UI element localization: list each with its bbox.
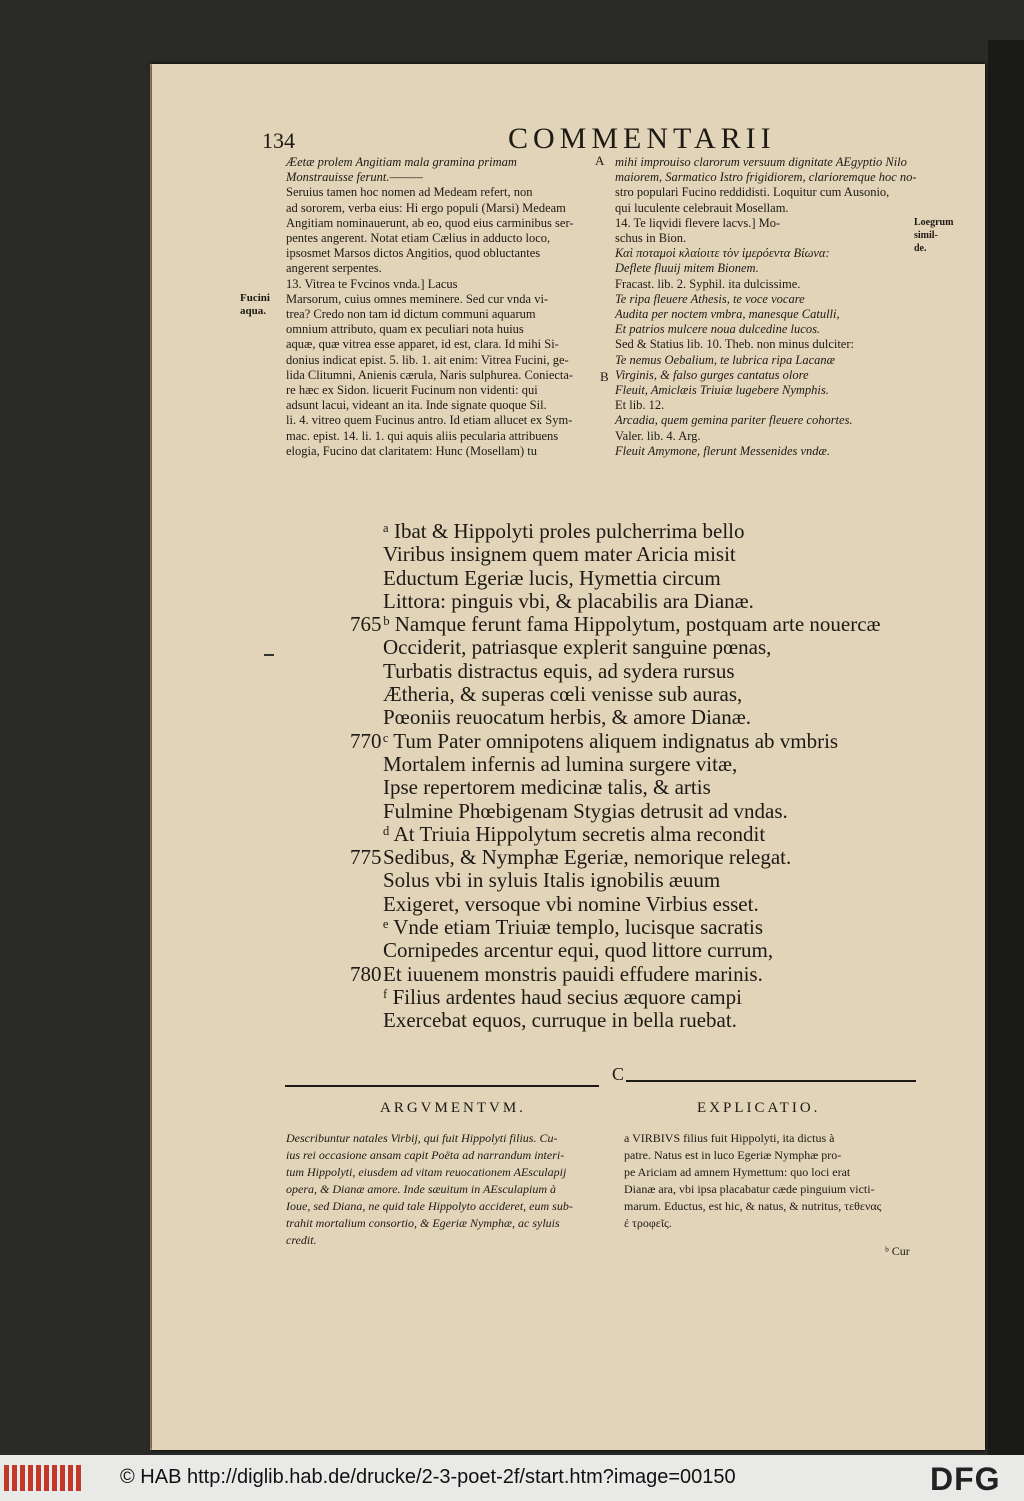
verse-text: ᶠ Filius ardentes haud secius æquore campi xyxy=(383,984,742,1009)
text-line: lida Clitumni, Anienis cærula, Naris sulphurea. Coniecta- xyxy=(286,367,574,382)
text-line: li. 4. vitreo quem Fucinus antro. Id etiam allucet ex Sym- xyxy=(286,413,573,428)
text-line: trea? Credo non tam id dictum communi aquarum xyxy=(286,307,536,322)
text-line: Deflete fluuij mitem Bionem. xyxy=(615,261,759,276)
verse-text: Exigeret, versoque vbi nomine Virbius esset. xyxy=(383,891,759,916)
text-line: Dianæ ara, vbi ipsa placabatur cæde pinguium victi- xyxy=(624,1182,875,1196)
text-line: omnium attributo, quam ex peculiari nota huius xyxy=(286,322,524,337)
verse-text: Eductum Egeriæ lucis, Hymettia circum xyxy=(383,565,721,590)
explicatio-heading: EXPLICATIO. xyxy=(697,1100,821,1116)
verse-line xyxy=(350,1009,881,1032)
text-line: patre. Natus est in luco Egeriæ Nymphæ pro- xyxy=(624,1148,842,1162)
verse-text: ᵃ Ibat & Hippolyti proles pulcherrima bello xyxy=(383,519,745,543)
verse-text: Et iuuenem monstris pauidi effudere marinis. xyxy=(383,961,763,986)
argumentum-text xyxy=(286,1130,601,1249)
section-rule-left xyxy=(285,1085,599,1087)
text-line: credit. xyxy=(286,1233,317,1247)
text-line: ius rei occasione ansam capit Poëta ad narrandum interi- xyxy=(286,1148,565,1162)
verse-number: 775 xyxy=(350,845,382,870)
text-line: Te nemus Oebalium, te lubrica ripa Lacanæ xyxy=(615,352,836,367)
verse-line xyxy=(350,893,881,916)
verse-line xyxy=(350,660,881,683)
running-title: COMMENTARII xyxy=(508,122,776,155)
text-line: Marsorum, cuius omnes meminere. Sed cur vnda vi- xyxy=(286,291,549,306)
text-line: 13. Vitrea te Fvcinos vnda.] Lacus xyxy=(286,276,458,291)
text-line: Valer. lib. 4. Arg. xyxy=(615,428,701,443)
margin-note-line: simil‑ xyxy=(914,230,938,241)
text-line: schus in Bion. xyxy=(615,231,687,246)
verse-line xyxy=(350,963,881,986)
margin-note-line: de. xyxy=(914,243,927,254)
text-line: Angitiam nominauerunt, ab eo, quod eius carminibus ser- xyxy=(286,215,574,230)
text-line: mac. epist. 14. li. 1. qui aquis aliis pecularia attribuens xyxy=(286,428,559,443)
text-line: stro populari Fucino reddidisti. Loquitur cum Ausonio, xyxy=(615,185,890,200)
text-line: Seruius tamen hoc nomen ad Medeam refert, non xyxy=(286,185,533,200)
verse-text: Pœoniis reuocatum herbis, & amore Dianæ. xyxy=(383,705,752,730)
verse-text: Exercebat equos, curruque in bella ruebat. xyxy=(383,1008,737,1033)
verse-line xyxy=(350,869,881,892)
source-url[interactable]: © HAB http://diglib.hab.de/drucke/2-3-poet-2f/start.htm?image=00150 xyxy=(120,1466,736,1488)
text-line: trahit mortalium consortio, & Egeriæ Nymphæ, ac syluis xyxy=(286,1216,560,1230)
verse-line xyxy=(350,776,881,799)
text-line: pe Ariciam ad amnem Hymettum: quo loci erat xyxy=(624,1165,851,1179)
text-line: opera, & Dianæ amore. Inde sæuitum in AEsculapium à xyxy=(286,1182,556,1196)
verse-text: ᵈ At Triuia Hippolytum secretis alma recondit xyxy=(383,821,766,846)
text-line: elogia, Fucino dat claritatem: Hunc (Mosellam) tu xyxy=(286,443,537,458)
commentary-right-column xyxy=(615,155,925,459)
verse-line xyxy=(350,753,881,776)
verse-text: ᵉ Vnde etiam Triuiæ templo, lucisque sacratis xyxy=(383,915,764,940)
verse-line xyxy=(350,613,881,636)
text-line: marum. Eductus, est hic, & natus, & nutritus, τεθενας xyxy=(624,1199,882,1213)
verse-text: Littora: pinguis vbi, & placabilis ara Dianæ. xyxy=(383,588,754,613)
text-line: Arcadia, quem gemina pariter fleuere cohortes. xyxy=(615,413,853,428)
margin-dash xyxy=(264,654,274,656)
text-line: Ioue, sed Diana, ne quid tale Hippolyto accideret, eum sub- xyxy=(286,1199,573,1213)
margin-note-line: aqua. xyxy=(240,305,266,317)
verse-line xyxy=(350,567,881,590)
verse-text: Ætheria, & superas cœli venisse sub auras, xyxy=(383,682,743,707)
verse-text: ᵇ Namque ferunt fama Hippolytum, postquam arte nouercæ xyxy=(383,612,881,637)
margin-note-line: Fucini xyxy=(240,292,270,304)
verse-line xyxy=(350,590,881,613)
poem-verses xyxy=(350,520,881,1033)
section-marker-a: A xyxy=(595,153,605,168)
margin-note-line: Loegrum xyxy=(914,217,954,228)
explicatio-text xyxy=(624,1130,929,1232)
verse-text: Sedibus, & Nymphæ Egeriæ, nemorique relegat. xyxy=(383,845,792,870)
text-line: Virginis, & falso gurges cantatus olore xyxy=(615,367,809,382)
verse-number: 765 xyxy=(350,612,382,637)
text-line: pentes angerent. Notat etiam Cælius in adducto loco, xyxy=(286,231,551,246)
text-line: 14. Te liqvidi flevere lacvs.] Mo- xyxy=(615,215,781,230)
text-line: re hæc ex Sidon. licuerit Fucinum non videnti: qui xyxy=(286,383,538,398)
verse-line xyxy=(350,683,881,706)
verse-text: Turbatis distractus equis, ad sydera rursus xyxy=(383,658,735,683)
verse-text: Viribus insignem quem mater Aricia misit xyxy=(383,542,736,567)
section-marker-b: B xyxy=(600,369,609,384)
text-line: ipsosmet Marsos dictos Angitios, quod obluctantes xyxy=(286,246,541,261)
verse-line xyxy=(350,846,881,869)
verse-text: ᶜ Tum Pater omnipotens aliquem indignatus ab vmbris xyxy=(383,728,839,753)
section-marker-c: C xyxy=(612,1064,625,1084)
text-line: Audita per noctem vmbra, manesque Catulli, xyxy=(615,307,840,322)
text-line: Et patrios mulcere noua dulcedine lucos. xyxy=(615,322,821,337)
verse-text: Mortalem infernis ad lumina surgere vitæ, xyxy=(383,751,738,776)
page-folio: 134 xyxy=(262,128,295,153)
text-line: ad sororem, verba eius: Hi ergo populi (Marsi) Medeam xyxy=(286,200,566,215)
text-line: a VIRBIVS filius fuit Hippolyti, ita dictus à xyxy=(624,1131,835,1145)
verse-text: Fulmine Phœbigenam Stygias detrusit ad vndas. xyxy=(383,798,788,823)
text-line: mihi improuiso clarorum versuum dignitate AEgyptio Nilo xyxy=(615,155,907,169)
text-line: tum Hippolyti, eiusdem ad vitam reuocationem AEsculapij xyxy=(286,1165,567,1179)
text-line: angerent serpentes. xyxy=(286,261,382,276)
text-line: donius indicat epist. 5. lib. 1. ait enim: Vitrea Fucini, ge- xyxy=(286,352,569,367)
text-line: Fracast. lib. 2. Syphil. ita dulcissime. xyxy=(615,276,801,291)
verse-number: 770 xyxy=(350,728,382,753)
text-line: Et lib. 12. xyxy=(615,398,665,413)
text-line: adsunt lacui, videant an ita. Inde signate quoque Sil. xyxy=(286,398,547,413)
argumentum-heading: ARGVMENTVM. xyxy=(380,1100,526,1116)
verse-line xyxy=(350,636,881,659)
text-line: Monstrauisse ferunt.——— xyxy=(286,170,423,185)
verse-line xyxy=(350,520,881,543)
verse-line xyxy=(350,823,881,846)
text-line: maiorem, Sarmatico Istro frigidiorem, clarioremque hoc no- xyxy=(615,170,917,185)
verse-line xyxy=(350,939,881,962)
catchword: ᵇ Cur xyxy=(885,1244,910,1258)
text-line: Te ripa fleuere Athesis, te voce vocare xyxy=(615,291,805,306)
text-line: Æetæ prolem Angitiam mala gramina primam xyxy=(286,155,517,169)
verse-text: Occiderit, patriasque explerit sanguine pœnas, xyxy=(383,635,772,660)
section-rule-right xyxy=(626,1080,916,1082)
text-line: Describuntur natales Virbij, qui fuit Hippolyti filius. Cu- xyxy=(286,1131,558,1145)
scan-edge-strip xyxy=(988,40,1024,1455)
commentary-left-column xyxy=(286,155,591,459)
verse-line xyxy=(350,543,881,566)
text-line: Καὶ ποταμοὶ κλαίοιτε τὸν ἱμερόεντα Βίωνα: xyxy=(615,246,830,261)
verse-text: Ipse repertorem medicinæ talis, & artis xyxy=(383,775,711,800)
verse-line xyxy=(350,706,881,729)
margin-note-left xyxy=(240,292,270,318)
text-line: aquæ, quæ vitrea esse apparet, id est, clara. Id mihi Si- xyxy=(286,337,559,352)
text-line: Fleuit, Amiclæis Triuiæ lugebere Nymphis. xyxy=(615,383,829,398)
text-line: Sed & Statius lib. 10. Theb. non minus dulciter: xyxy=(615,337,854,352)
dfg-logo: DFG xyxy=(930,1461,1001,1497)
text-line: Fleuit Amymone, flerunt Messenides vndæ. xyxy=(615,443,831,458)
hab-logo-icon xyxy=(4,1465,84,1491)
verse-line xyxy=(350,986,881,1009)
verse-line xyxy=(350,730,881,753)
verse-number: 780 xyxy=(350,961,382,986)
verse-line xyxy=(350,916,881,939)
verse-line xyxy=(350,800,881,823)
verse-text: Solus vbi in syluis Italis ignobilis æuum xyxy=(383,868,721,893)
viewer-footer xyxy=(0,1455,1024,1501)
verse-text: Cornipedes arcentur equi, quod littore currum, xyxy=(383,938,774,963)
text-line: ἐ τροφεῖς. xyxy=(624,1216,672,1230)
text-line: qui luculente celebrauit Mosellam. xyxy=(615,200,789,215)
